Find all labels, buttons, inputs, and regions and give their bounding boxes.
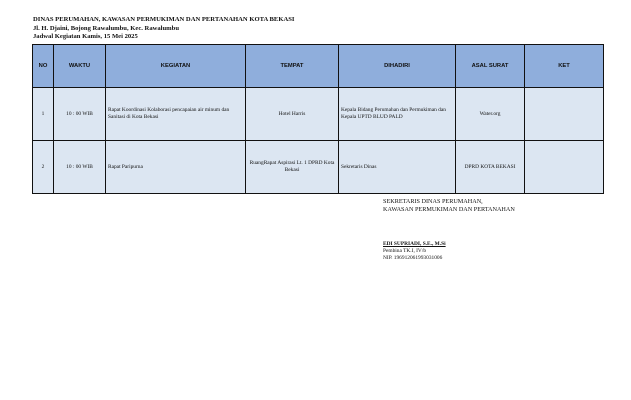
cell-dihadiri: Sekretaris Dinas (339, 141, 456, 194)
column-header-no: NO (33, 45, 54, 88)
signatory-title-line2: KAWASAN PERMUKIMAN DAN PERTANAHAN (383, 206, 515, 214)
column-header-asal-surat: ASAL SURAT (456, 45, 525, 88)
agency-address: Jl. H. Djaini, Bojong Rawalumbu, Kec. Rawalumbu (33, 24, 179, 32)
schedule-table (32, 44, 604, 194)
signature-block (383, 198, 515, 262)
column-header-kegiatan: KEGIATAN (106, 45, 246, 88)
cell-waktu: 10 : 00 WIB (54, 88, 106, 141)
signatory-name: EDI SUPRIADI, S.E., M.Si (383, 240, 446, 247)
table-header-row (33, 45, 604, 88)
column-header-tempat: TEMPAT (246, 45, 339, 88)
cell-tempat: Hotel Harris (246, 88, 339, 141)
cell-asal-surat: DPRD KOTA BEKASI (456, 141, 525, 194)
column-header-dihadiri: DIHADIRI (339, 45, 456, 88)
cell-kegiatan: Rapat Koordinasi Kolaborasi pencapaian air minum dan Sanitasi di Kota Bekasi (106, 88, 246, 141)
cell-no: 2 (33, 141, 54, 194)
cell-waktu: 10 : 00 WIB (54, 141, 106, 194)
column-header-waktu: WAKTU (54, 45, 106, 88)
schedule-date: Jadwal Kegiatan Kamis, 15 Mei 2025 (33, 33, 138, 41)
cell-ket (525, 88, 604, 141)
table-row (33, 88, 604, 141)
agency-title: DINAS PERUMAHAN, KAWASAN PERMUKIMAN DAN PERTANAHAN KOTA BEKASI (33, 16, 295, 23)
document-header (33, 16, 294, 42)
signatory-title-line1: SEKRETARIS DINAS PERUMAHAN, (383, 198, 483, 205)
table-row (33, 141, 604, 194)
cell-tempat: RuangRapat Aspirasi Lt. 1 DPRD Kota Bekasi (246, 141, 339, 194)
cell-no: 1 (33, 88, 54, 141)
cell-ket (525, 141, 604, 194)
column-header-ket: KET (525, 45, 604, 88)
signatory-nip: NIP. 196912061993031006 (383, 254, 443, 261)
cell-kegiatan: Rapat Paripurna (106, 141, 246, 194)
signatory-rank: Pembina TK.I, IV/b (383, 247, 427, 254)
cell-asal-surat: Water.org (456, 88, 525, 141)
cell-dihadiri: Kepala Bidang Perumahan dan Permukiman dan Kepala UPTD BLUD PALD (339, 88, 456, 141)
